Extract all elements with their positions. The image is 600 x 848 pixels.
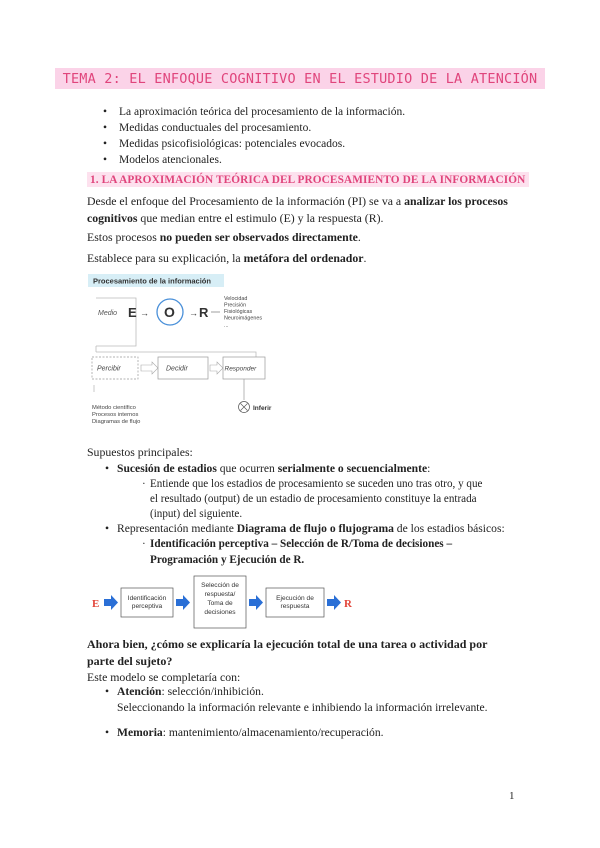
bracket-line [96,352,256,357]
stage-label: decisiones [204,609,236,616]
processing-diagram [86,272,286,432]
text: que ocurren [216,462,278,475]
text: Seleccionando la información relevante e inhibiendo la información irrelevante. [117,701,488,714]
o-label: O [164,304,175,320]
bold-text: Diagrama de flujo o flujograma [236,522,394,535]
arrow-icon [249,595,263,610]
text: Representación mediante [117,522,237,535]
bold-text: metáfora del ordenador [243,251,364,265]
dash-icon: · [142,478,146,490]
stage-label: respuesta [280,603,310,610]
bold-text: cognitivos [87,211,138,225]
text: Establece para su explicación, la [87,251,244,265]
paragraph-model: Este modelo se completaría con: [87,670,241,684]
list-item [105,521,505,537]
r-label: R [199,305,209,320]
text-line: Programación y Ejecución de R. [150,554,305,566]
text: . [363,251,367,265]
bullet-icon: • [105,522,110,535]
stage-label: Decidir [166,365,188,373]
page-number: 1 [509,790,515,802]
bullet-icon: • [105,462,110,475]
question-paragraph [87,636,519,670]
e-label: E [92,598,100,610]
bullet-icon: • [105,685,110,698]
supuestos-heading: Supuestos principales: [87,445,193,459]
stage-label: Ejecución de [276,595,314,602]
flow-arrow [141,362,158,374]
method-label: Procesos internos [92,412,139,418]
arrow-icon [327,595,341,610]
e-label: E [128,305,137,320]
infer-label: Inferir [253,405,272,412]
text: que median entre el estimulo (E) y la respuesta (R). [137,211,384,225]
text: . [357,230,361,244]
stage-label: Responder [224,365,257,373]
text-line: Ahora bien, ¿cómo se explicaría la ejecución total de una tarea o actividad por [87,637,488,651]
bold-text: Memoria [117,726,163,739]
list-item [105,461,431,477]
list-item: • Modelos atencionales. [103,152,405,168]
text-line: Identificación perceptiva – Selección de R/Toma de decisiones – [150,538,453,550]
page-title: TEMA 2: EL ENFOQUE COGNITIVO EN EL ESTUDIO DE LA ATENCIÓN [55,68,546,89]
measure-label: Precisión [224,302,247,309]
text: : [427,462,431,475]
intro-list [103,104,405,168]
arrow-icon [104,595,118,610]
bold-text: no pueden ser observados directamente [159,230,358,244]
bold-text: serialmente o secuencialmente [277,462,428,475]
text-line: (input) del siguiente. [150,508,243,520]
list-item: • Medidas conductuales del procesamiento. [103,120,405,136]
stage-label: Toma de [207,600,233,607]
bold-text: Sucesión de estadios [117,462,217,475]
paragraph-procesos [87,229,517,246]
stage-label: Identificación [127,595,167,602]
stage-label: respuesta/ [204,591,236,598]
list-item: • Medidas psicofisiológicas: potenciales evocados. [103,136,405,152]
bold-text: analizar los procesos [404,194,508,208]
bullet-icon: • [105,726,110,739]
paragraph-pi [87,193,517,227]
measure-label: Neuroimágenes [224,315,263,322]
text-line: parte del sujeto? [87,654,173,668]
text: : mantenimiento/almacenamiento/recuperación. [162,726,384,739]
sub-paragraph [142,477,516,522]
diagram-header: Procesamiento de la información [93,276,211,286]
flowchart-diagram [84,574,374,632]
flow-arrow [210,362,223,374]
dash-icon: · [142,538,146,550]
text: Desde el enfoque del Procesamiento de la información (PI) se va a [87,194,405,208]
stage-label: Percibir [97,365,121,373]
method-label: Diagramas de flujo [92,419,141,425]
arrow-icon: → [189,308,198,318]
text-line: Entiende que los estadios de procesamiento se suceden uno tras otro, y que [150,478,483,490]
r-label: R [344,598,352,610]
text: Estos procesos [87,230,160,244]
text-line: el resultado (output) de un estadio de procesamiento constituye la entrada [150,493,477,505]
paragraph-metafora [87,250,517,267]
bold-text: Atención [117,685,162,698]
text: : selección/inhibición. [161,685,264,698]
list-item [105,684,488,716]
infer-icon [241,404,248,411]
section-heading: 1. LA APROXIMACIÓN TEÓRICA DEL PROCESAMIENTO DE LA INFORMACIÓN [87,172,529,187]
sub-paragraph [142,536,516,568]
measure-label: Fisiológicas [224,309,253,315]
measure-label: ... [224,323,229,329]
method-label: Método científico [92,405,136,411]
arrow-icon [176,595,190,610]
text: de los estadios básicos: [393,522,505,535]
medio-label: Medio [98,310,118,317]
arrow-icon: → [140,308,149,318]
stage-label: perceptiva [131,603,163,610]
stage-label: Selección de [201,582,239,589]
list-item [105,725,384,741]
list-item: • La aproximación teórica del procesamiento de la información. [103,104,405,120]
measure-label: Velocidad [224,296,248,302]
